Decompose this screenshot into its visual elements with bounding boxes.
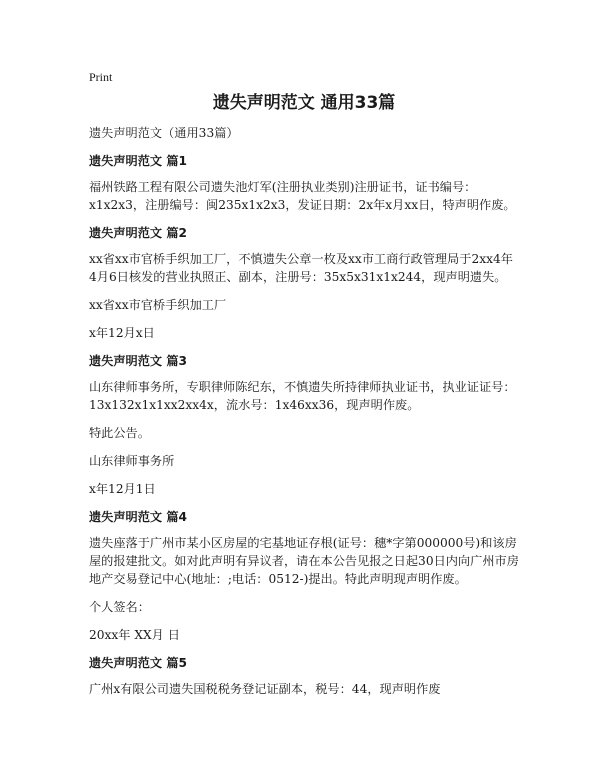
document-page [89, 68, 519, 706]
intro-text: 遗失声明范文（通用33篇） [89, 126, 239, 140]
section-1-paragraph-1: 福州铁路工程有限公司遗失池灯军(注册执业类别)注册证书，证书编号：x1x2x3，注册编号：闽235x1x2x3，发证日期：2x年x月xx日，特声明作废。 [89, 180, 516, 212]
print-label[interactable]: Print [89, 70, 113, 84]
section-heading-1: 遗失声明范文 篇1 [89, 154, 188, 168]
section-4-paragraph-2: 个人签名： [89, 600, 150, 614]
section-2-paragraph-2: xx省xx市官桥手织加工厂 [89, 298, 227, 312]
section-heading-4: 遗失声明范文 篇4 [89, 510, 188, 524]
section-4-paragraph-3: 20xx年 XX月 日 [89, 628, 180, 642]
section-heading-2: 遗失声明范文 篇2 [89, 226, 188, 240]
section-3-paragraph-3: 山东律师事务所 [89, 454, 175, 468]
section-2-paragraph-1: xx省xx市官桥手织加工厂，不慎遗失公章一枚及xx市工商行政管理局于2xx4年4月6日核发的营业执照正、副本，注册号：35x5x31x1x244，现声明遗失。 [89, 252, 513, 284]
section-heading-5: 遗失声明范文 篇5 [89, 656, 188, 670]
section-2-paragraph-3: x年12月x日 [89, 326, 155, 340]
section-5-paragraph-1: 广州x有限公司遗失国税税务登记证副本，税号：44，现声明作废 [89, 682, 441, 696]
section-heading-3: 遗失声明范文 篇3 [89, 354, 188, 368]
section-3-paragraph-2: 特此公告。 [89, 426, 150, 440]
section-3-paragraph-1: 山东律师事务所，专职律师陈纪东，不慎遗失所持律师执业证书，执业证证号：13x132x1x1xx2xx4x，流水号：1x46xx36，现声明作废。 [89, 380, 516, 412]
section-3-paragraph-4: x年12月1日 [89, 482, 156, 496]
page-title: 遗失声明范文 通用33篇 [212, 93, 396, 113]
section-4-paragraph-1: 遗失座落于广州市某小区房屋的宅基地证存根(证号：穗*字第000000号)和该房屋的报建批文。如对此声明有异议者，请在本公告见报之日起30日内向广州市房地产交易登记中心(地址：;电话：0512-)提出。特此声明现声明作废。 [89, 536, 519, 586]
